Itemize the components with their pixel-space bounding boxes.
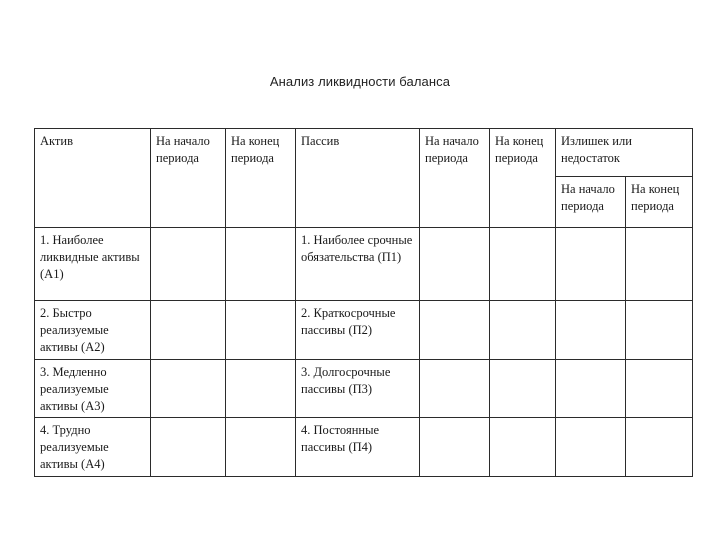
empty-cell (151, 301, 226, 360)
header-asset: Актив (35, 129, 151, 228)
asset-cell: 1. Наиболее ликвидные активы (А1) (35, 228, 151, 301)
empty-cell (151, 360, 226, 418)
empty-cell (420, 301, 490, 360)
liability-cell: 1. Наиболее срочные обязательства (П1) (296, 228, 420, 301)
empty-cell (490, 418, 556, 477)
empty-cell (420, 418, 490, 477)
header-surplus-end: На конец периода (626, 177, 693, 228)
header-liability-start: На начало периода (420, 129, 490, 228)
empty-cell (626, 228, 693, 301)
liability-cell: 4. Постоянные пассивы (П4) (296, 418, 420, 477)
liability-cell: 3. Долгосрочные пассивы (П3) (296, 360, 420, 418)
header-liability: Пассив (296, 129, 420, 228)
header-surplus-start: На начало периода (556, 177, 626, 228)
empty-cell (556, 360, 626, 418)
empty-cell (226, 360, 296, 418)
empty-cell (556, 301, 626, 360)
empty-cell (226, 418, 296, 477)
liability-cell: 2. Краткосрочные пассивы (П2) (296, 301, 420, 360)
empty-cell (226, 228, 296, 301)
table-row (35, 301, 693, 360)
table-row (35, 418, 693, 477)
empty-cell (556, 228, 626, 301)
liquidity-table (34, 128, 693, 477)
empty-cell (226, 301, 296, 360)
table-row (35, 360, 693, 418)
empty-cell (626, 360, 693, 418)
empty-cell (626, 418, 693, 477)
header-liability-end: На конец периода (490, 129, 556, 228)
empty-cell (490, 360, 556, 418)
empty-cell (420, 228, 490, 301)
header-asset-end: На конец периода (226, 129, 296, 228)
empty-cell (151, 418, 226, 477)
empty-cell (556, 418, 626, 477)
asset-cell: 2. Быстро реализуемые активы (А2) (35, 301, 151, 360)
empty-cell (490, 228, 556, 301)
page-title: Анализ ликвидности баланса (269, 74, 451, 89)
header-asset-start: На начало периода (151, 129, 226, 228)
table-row (35, 228, 693, 301)
header-surplus: Излишек или недостаток (556, 129, 693, 177)
empty-cell (490, 301, 556, 360)
table-header-row (35, 129, 693, 177)
empty-cell (626, 301, 693, 360)
asset-cell: 4. Трудно реализуемые активы (А4) (35, 418, 151, 477)
asset-cell: 3. Медленно реализуемые активы (А3) (35, 360, 151, 418)
empty-cell (420, 360, 490, 418)
empty-cell (151, 228, 226, 301)
